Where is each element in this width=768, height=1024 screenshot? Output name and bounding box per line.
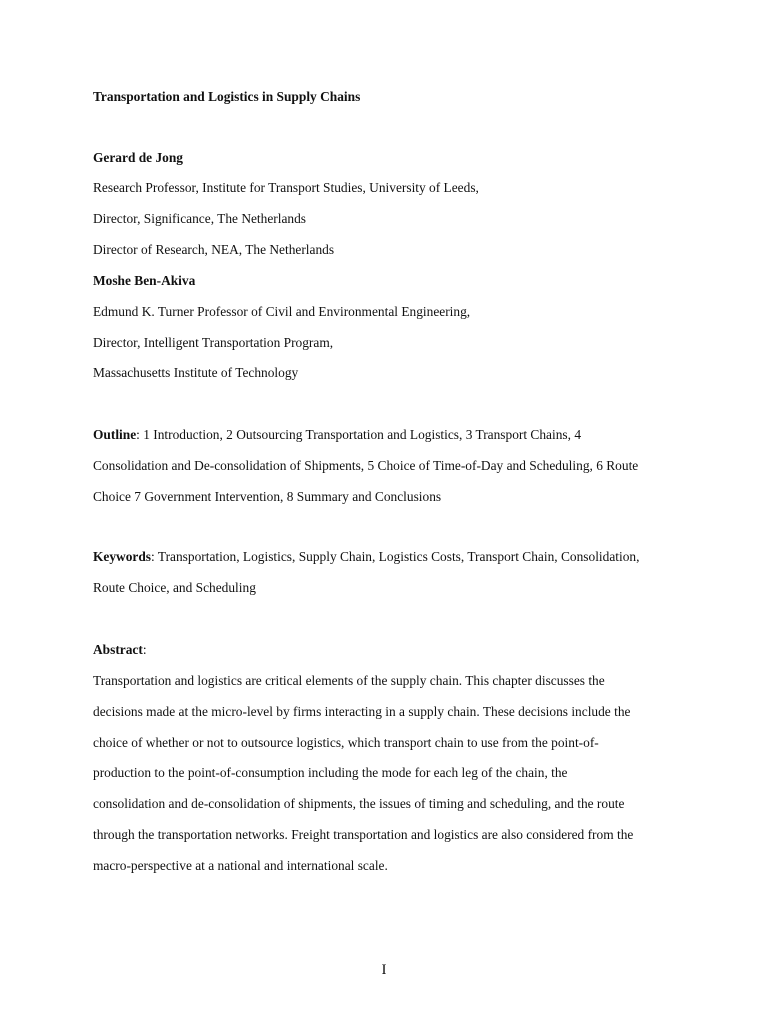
- outline-line: Consolidation and De-consolidation of Shipments, 5 Choice of Time-of-Day and Scheduling, 6 Route: [93, 458, 639, 473]
- keywords-label: Keywords: [93, 549, 152, 564]
- keywords-line: [93, 548, 639, 566]
- abstract-line: consolidation and de-consolidation of shipments, the issues of timing and scheduling, and the route: [93, 796, 625, 811]
- author-affiliation: Director, Significance, The Netherlands: [93, 211, 307, 226]
- keywords-line: Route Choice, and Scheduling: [93, 580, 256, 595]
- page-number: I: [381, 962, 387, 978]
- outline-line: [93, 426, 581, 444]
- keywords-text: : Transportation, Logistics, Supply Chain, Logistics Costs, Transport Chain, Consolidation,: [151, 549, 640, 564]
- author-name: Gerard de Jong: [93, 150, 184, 165]
- abstract-line: decisions made at the micro-level by firms interacting in a supply chain. These decisions include the: [93, 704, 631, 719]
- abstract-line: choice of whether or not to outsource logistics, which transport chain to use from the point-of-: [93, 735, 599, 750]
- outline-line: Choice 7 Government Intervention, 8 Summary and Conclusions: [93, 489, 442, 504]
- author-affiliation: Edmund K. Turner Professor of Civil and Environmental Engineering,: [93, 304, 471, 319]
- abstract-line: Transportation and logistics are critical elements of the supply chain. This chapter discusses the: [93, 673, 605, 688]
- author-name: Moshe Ben-Akiva: [93, 273, 196, 288]
- abstract-line: through the transportation networks. Freight transportation and logistics are also considered from the: [93, 827, 634, 842]
- outline-text: : 1 Introduction, 2 Outsourcing Transportation and Logistics, 3 Transport Chains, 4: [136, 427, 582, 442]
- author-affiliation: Director of Research, NEA, The Netherlands: [93, 242, 335, 257]
- author-affiliation: Massachusetts Institute of Technology: [93, 365, 299, 380]
- abstract-line: macro-perspective at a national and international scale.: [93, 858, 388, 873]
- outline-label: Outline: [93, 427, 137, 442]
- document-title: Transportation and Logistics in Supply Chains: [93, 89, 361, 104]
- abstract-line: production to the point-of-consumption including the mode for each leg of the chain, the: [93, 765, 568, 780]
- author-affiliation: Director, Intelligent Transportation Program,: [93, 335, 334, 350]
- abstract-label-suffix: :: [142, 642, 147, 657]
- abstract-heading: [93, 641, 147, 659]
- author-affiliation: Research Professor, Institute for Transport Studies, University of Leeds,: [93, 180, 479, 195]
- abstract-label: Abstract: [93, 642, 143, 657]
